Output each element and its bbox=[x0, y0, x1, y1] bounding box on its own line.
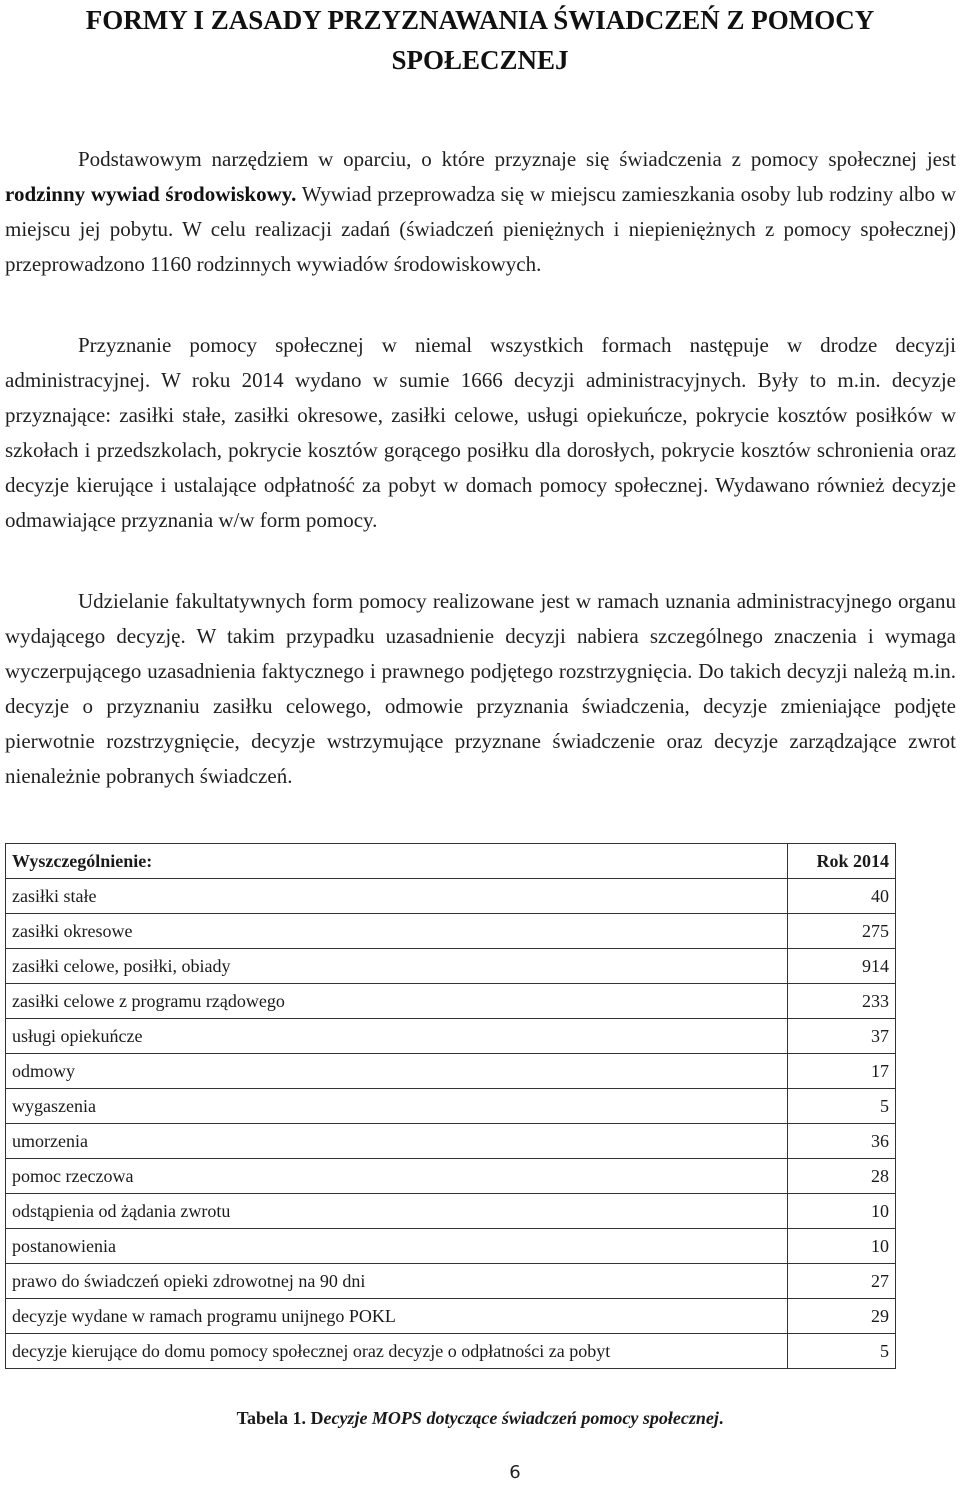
row-label: wygaszenia bbox=[6, 1089, 788, 1124]
row-value: 275 bbox=[788, 914, 896, 949]
paragraph-decyzje: Przyznanie pomocy społecznej w niemal wszystkich formach następuje w drodze decyzji administracyjnej. W roku 2014 wydano w sumie 1666 decyzji administracyjnych. Były to m.in. decyzje przyznające: zasiłki stałe, zasiłki okresowe, zasiłki celowe, usługi opiekuńcze, pokrycie kosztów posiłków w szkołach i przedszkolach, pokrycie kosztów gorącego posiłku dla dorosłych, pokrycie kosztów schronienia oraz decyzje kierujące i ustalające odpłatność za pobyt w domach pomocy społecznej. Wydawano również decyzje odmawiające przyznania w/w form pomocy. bbox=[5, 333, 956, 532]
table-row bbox=[6, 914, 896, 949]
header-label: Wyszczególnienie: bbox=[6, 844, 788, 879]
row-label: decyzje wydane w ramach programu unijnego POKL bbox=[6, 1299, 788, 1334]
row-value: 29 bbox=[788, 1299, 896, 1334]
table-row bbox=[6, 1124, 896, 1159]
decisions-table-container bbox=[5, 843, 896, 1369]
row-value: 27 bbox=[788, 1264, 896, 1299]
row-label: zasiłki celowe z programu rządowego bbox=[6, 984, 788, 1019]
table-row bbox=[6, 1019, 896, 1054]
page-number: 6 bbox=[509, 1462, 521, 1483]
table-body bbox=[6, 879, 896, 1369]
title-line-1: FORMY I ZASADY PRZYZNAWANIA ŚWIADCZEŃ Z POMOCY bbox=[85, 5, 875, 35]
row-label: pomoc rzeczowa bbox=[6, 1159, 788, 1194]
row-value: 10 bbox=[788, 1194, 896, 1229]
table-row bbox=[6, 1264, 896, 1299]
row-value: 36 bbox=[788, 1124, 896, 1159]
table-row bbox=[6, 984, 896, 1019]
row-label: odmowy bbox=[6, 1054, 788, 1089]
table-header-row bbox=[6, 844, 896, 879]
row-value: 10 bbox=[788, 1229, 896, 1264]
row-value: 37 bbox=[788, 1019, 896, 1054]
row-label: zasiłki stałe bbox=[6, 879, 788, 914]
table-row bbox=[6, 1229, 896, 1264]
row-label: umorzenia bbox=[6, 1124, 788, 1159]
row-value: 914 bbox=[788, 949, 896, 984]
row-value: 5 bbox=[788, 1334, 896, 1369]
header-value: Rok 2014 bbox=[788, 844, 896, 879]
table-row bbox=[6, 1299, 896, 1334]
table-caption bbox=[0, 1408, 960, 1429]
decisions-table bbox=[5, 843, 896, 1369]
table-row bbox=[6, 1194, 896, 1229]
title-line-2: SPOŁECZNEJ bbox=[391, 45, 569, 75]
page-title bbox=[0, 0, 960, 80]
table-row bbox=[6, 949, 896, 984]
row-value: 233 bbox=[788, 984, 896, 1019]
paragraph-1-text: Podstawowym narzędziem w oparciu, o które przyznaje się świadczenia z pomocy społecznej jest bbox=[78, 147, 956, 171]
paragraph-1-text-rest: Wywiad przeprowadza się w miejscu zamieszkania osoby lub rodziny albo w miejscu jej pobytu. W celu realizacji zadań (świadczeń pieniężnych i niepieniężnych z pomocy społecznej) przeprowadzono 1160 rodzinnych wywiadów środowiskowych. bbox=[5, 182, 956, 276]
row-value: 28 bbox=[788, 1159, 896, 1194]
row-label: postanowienia bbox=[6, 1229, 788, 1264]
caption-prefix: Tabela 1. D bbox=[236, 1408, 324, 1428]
paragraph-wywiad bbox=[5, 142, 956, 282]
table-row bbox=[6, 1089, 896, 1124]
paragraph-1-bold: rodzinny wywiad środowiskowy. bbox=[5, 182, 297, 206]
row-label: zasiłki celowe, posiłki, obiady bbox=[6, 949, 788, 984]
caption-italic: ecyzje MOPS dotyczące świadczeń pomocy społecznej bbox=[323, 1408, 719, 1428]
row-label: prawo do świadczeń opieki zdrowotnej na 90 dni bbox=[6, 1264, 788, 1299]
table-row bbox=[6, 1334, 896, 1369]
paragraph-fakultatywne: Udzielanie fakultatywnych form pomocy realizowane jest w ramach uznania administracyjnego organu wydającego decyzję. W takim przypadku uzasadnienie decyzji nabiera szczególnego znaczenia i wymaga wyczerpującego uzasadnienia faktycznego i prawnego podjętego rozstrzygnięcia. Do takich decyzji należą m.in. decyzje o przyznaniu zasiłku celowego, odmowie przyznania świadczenia, decyzje zmieniające podjęte pierwotnie rozstrzygnięcie, decyzje wstrzymujące przyznane świadczenie oraz decyzje zarządzające zwrot nienależnie pobranych świadczeń. bbox=[5, 589, 956, 788]
row-label: odstąpienia od żądania zwrotu bbox=[6, 1194, 788, 1229]
row-value: 40 bbox=[788, 879, 896, 914]
row-label: usługi opiekuńcze bbox=[6, 1019, 788, 1054]
table-row bbox=[6, 1054, 896, 1089]
row-value: 5 bbox=[788, 1089, 896, 1124]
row-label: zasiłki okresowe bbox=[6, 914, 788, 949]
table-row bbox=[6, 1159, 896, 1194]
row-label: decyzje kierujące do domu pomocy społecznej oraz decyzje o odpłatności za pobyt bbox=[6, 1334, 788, 1369]
row-value: 17 bbox=[788, 1054, 896, 1089]
caption-suffix: . bbox=[718, 1408, 724, 1428]
table-row bbox=[6, 879, 896, 914]
